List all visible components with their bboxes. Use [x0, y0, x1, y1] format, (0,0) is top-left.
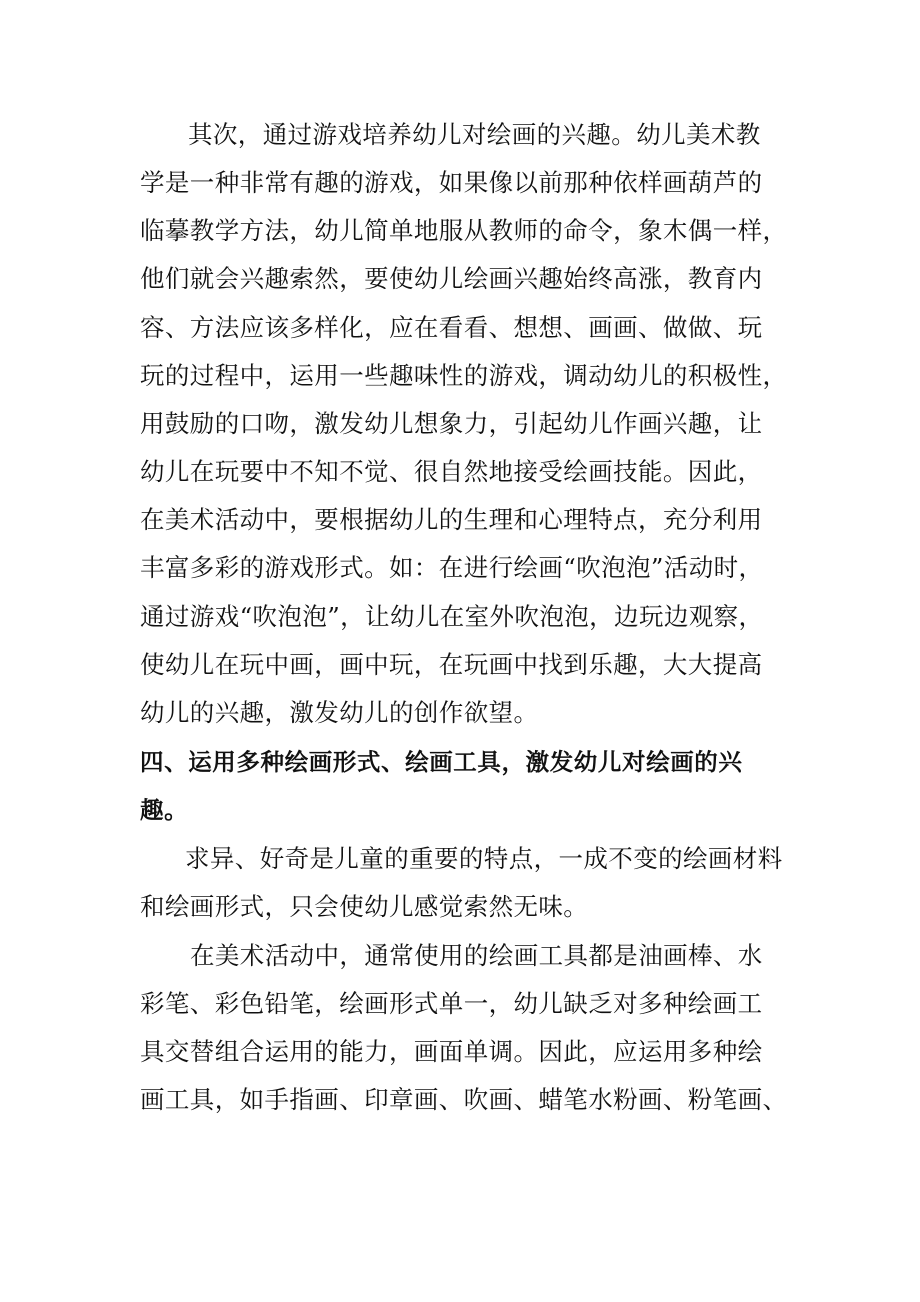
- text-line: 在美术活动中，通常使用的绘画工具都是油画棒、水: [190, 941, 763, 970]
- text-line: 幼儿的兴趣，激发幼儿的创作欲望。: [140, 698, 539, 727]
- text-line: 用鼓励的口吻，激发幼儿想象力，引起幼儿作画兴趣，让: [140, 409, 763, 438]
- text-line: 使幼儿在玩中画，画中玩，在玩画中找到乐趣，大大提高: [140, 650, 763, 679]
- text-line: 具交替组合运用的能力，画面单调。因此，应运用多种绘: [140, 1037, 763, 1066]
- heading-line: 四、运用多种绘画形式、绘画工具，激发幼儿对绘画的兴: [140, 748, 743, 776]
- text-line: 玩的过程中，运用一些趣味性的游戏，调动幼儿的积极性，: [140, 361, 788, 390]
- text-line: 学是一种非常有趣的游戏，如果像以前那种依样画葫芦的: [140, 168, 763, 197]
- text-line: 求异、好奇是儿童的重要的特点，一成不变的绘画材料: [185, 844, 783, 873]
- text-line: 在美术活动中，要根据幼儿的生理和心理特点，充分利用: [140, 505, 763, 534]
- text-line: 容、方法应该多样化，应在看看、想想、画画、做做、玩: [140, 313, 763, 342]
- text-line: 他们就会兴趣索然，要使幼儿绘画兴趣始终高涨，教育内: [140, 264, 763, 293]
- text-line: 画工具，如手指画、印章画、吹画、蜡笔水粉画、粉笔画、: [140, 1085, 788, 1114]
- heading-line: 趣。: [140, 796, 189, 824]
- text-line: 幼儿在玩要中不知不觉、很自然地接受绘画技能。因此，: [140, 457, 763, 486]
- text-line: 其次，通过游戏培养幼儿对绘画的兴趣。幼儿美术教: [188, 120, 761, 149]
- text-line: 和绘画形式，只会使幼儿感觉索然无味。: [140, 892, 589, 921]
- text-line: 彩笔、彩色铅笔，绘画形式单一，幼儿缺乏对多种绘画工: [140, 989, 763, 1018]
- text-line: 丰富多彩的游戏形式。如：在进行绘画“吹泡泡”活动时，: [140, 553, 764, 582]
- text-line: 通过游戏“吹泡泡”，让幼儿在室外吹泡泡，边玩边观察，: [140, 602, 764, 631]
- text-line: 临摹教学方法，幼儿简单地服从教师的命令，象木偶一样，: [140, 216, 788, 245]
